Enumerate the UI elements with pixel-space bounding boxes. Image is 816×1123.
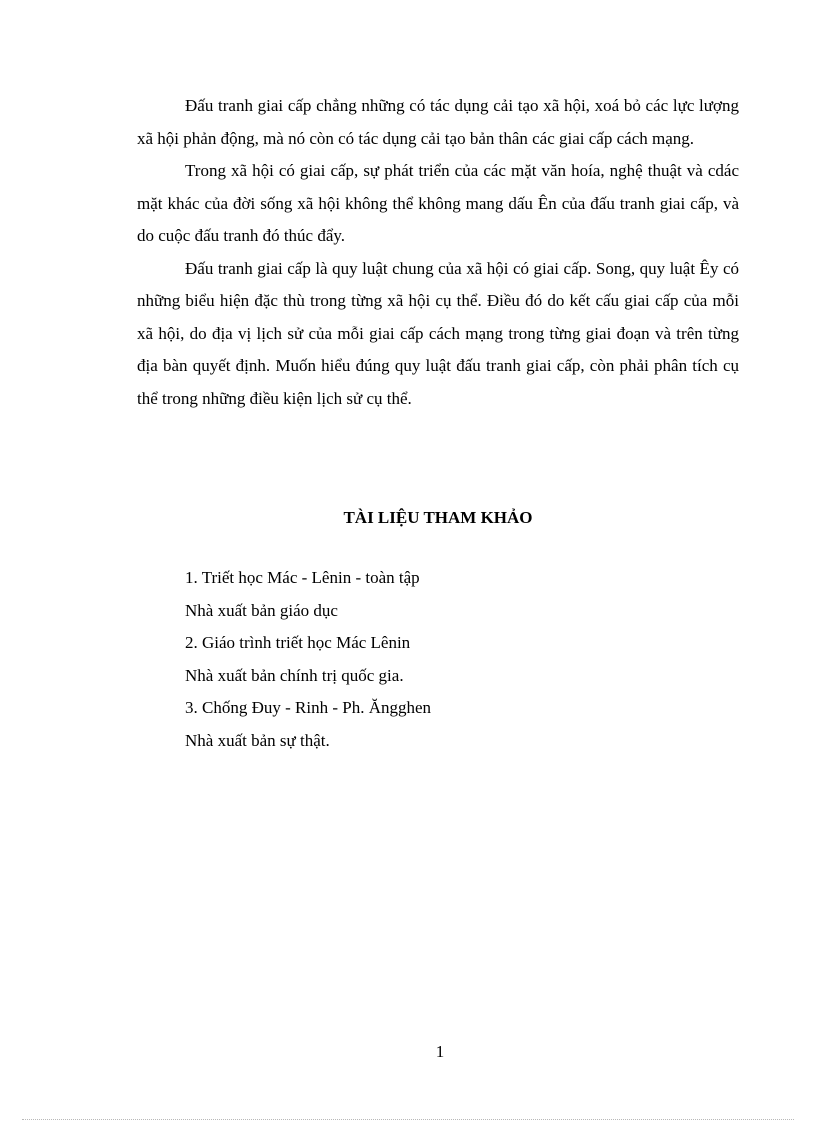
reference-line: 3. Chống Đuy - Rinh - Ph. Ăngghen xyxy=(185,698,432,717)
reference-line: 1. Triết học Mác - Lênin - toàn tập xyxy=(185,568,420,587)
page-bottom-divider xyxy=(22,1119,794,1120)
reference-publisher: Nhà xuất bản sự thật. xyxy=(185,730,330,750)
references-list xyxy=(185,562,705,757)
page-number: 1 xyxy=(435,1042,445,1061)
references-heading: TÀI LIỆU THAM KHẢO xyxy=(343,508,533,527)
paragraph-culture-influence: Trong xã hội có giai cấp, sự phát triển của các mặt văn hoía, nghệ thuật và cdác mặt khác của đời sống xã hội không thể không mang dấu Ên của đấu tranh giai cấp, và do cuộc đấu tranh đó thúc đẩy. xyxy=(137,161,739,245)
reference-publisher: Nhà xuất bản chính trị quốc gia. xyxy=(185,665,404,685)
reference-publisher: Nhà xuất bản giáo dục xyxy=(185,600,338,620)
paragraph-general-law: Đấu tranh giai cấp là quy luật chung của xã hội có giai cấp. Song, quy luật Êy có những biểu hiện đặc thù trong từng xã hội cụ thể. Điều đó do kết cấu giai cấp của mỗi xã hội, do địa vị lịch sử của mỗi giai cấp cách mạng trong từng giai đoạn và trên từng địa bàn quyết định. Muốn hiểu đúng quy luật đấu tranh giai cấp, còn phải phân tích cụ thể trong những điều kiện lịch sử cụ thể. xyxy=(137,258,739,408)
paragraph-class-struggle-effects: Đấu tranh giai cấp chẳng những có tác dụng cải tạo xã hội, xoá bỏ các lực lượng xã hội phản động, mà nó còn có tác dụng cải tạo bản thân các giai cấp cách mạng. xyxy=(137,96,739,148)
reference-line: 2. Giáo trình triết học Mác Lênin xyxy=(185,633,411,652)
body-text xyxy=(137,90,739,415)
